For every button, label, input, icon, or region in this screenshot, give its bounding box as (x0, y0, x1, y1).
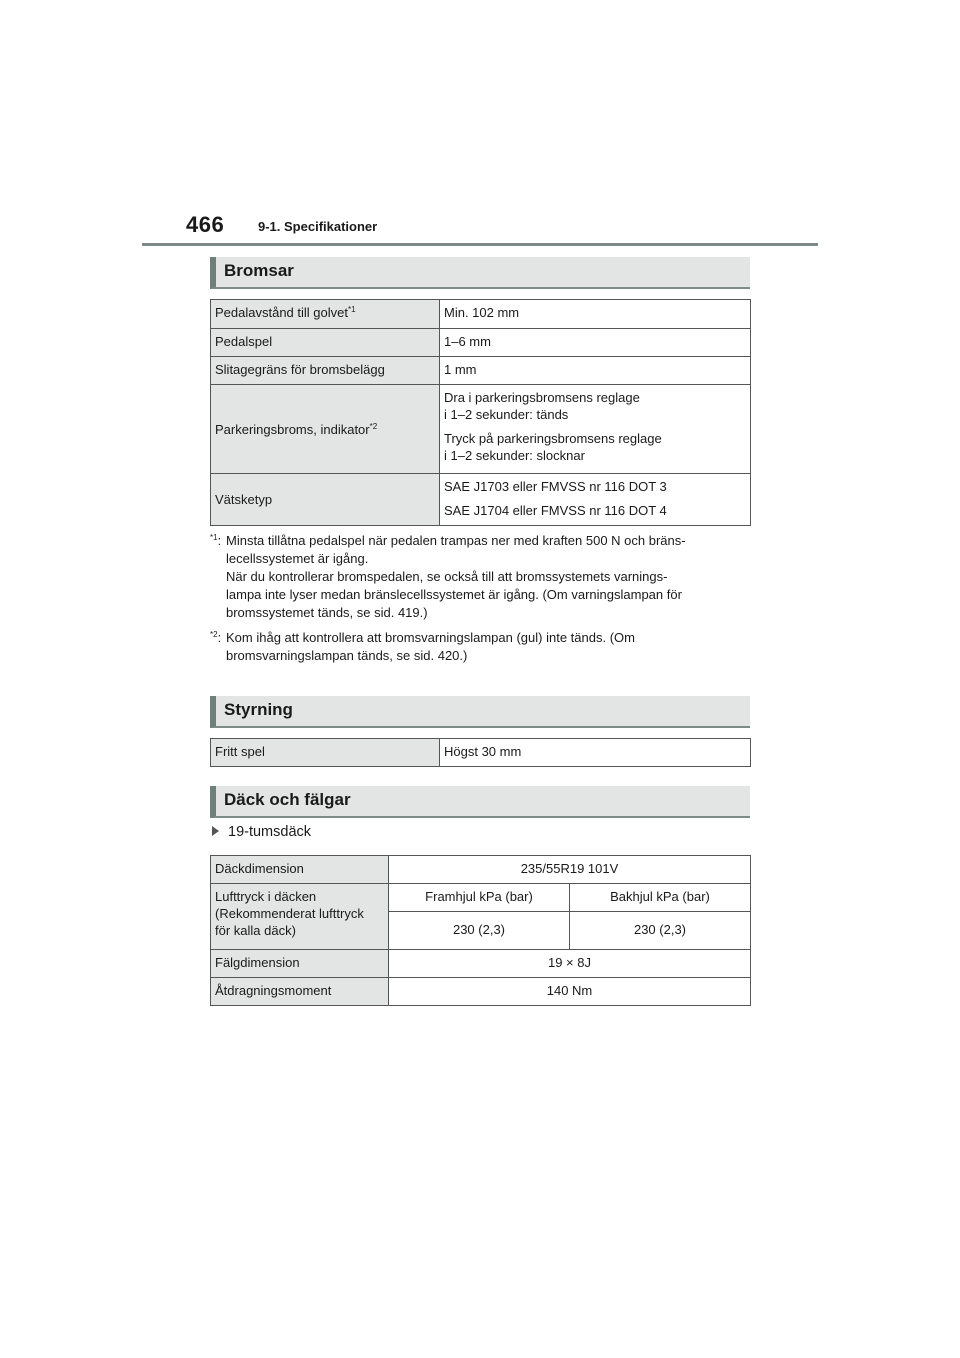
row-value: 19 × 8J (389, 950, 751, 978)
row-value: SAE J1703 eller FMVSS nr 116 DOT 3 SAE J1704 eller FMVSS nr 116 DOT 4 (440, 474, 751, 526)
footnote: $^{*1}$: Minsta tillåtna pedalspel när pedalen trampas ner med kraften 500 N och bräns- lecellssystemet är igång. När du kontrollerar bromspedalen, se också till att bromssystemets varnings- lampa inte lyser medan bränslecellssystemet är igång. (Om varningslampan för bromssystemet tänds, se sid. 419.) (210, 533, 686, 620)
table-row (211, 950, 751, 978)
footnote: $^{*2}$: Kom ihåg att kontrollera att bromsvarningslampan (gul) inte tänds. (Om bromsvarningslampan tänds, se sid. 420.) (210, 630, 635, 663)
rear-pressure-value: 230 (2,3) (570, 912, 751, 950)
column-header-rear: Bakhjul kPa (bar) (570, 884, 751, 912)
column-header-front: Framhjul kPa (bar) (389, 884, 570, 912)
table-row (211, 978, 751, 1006)
row-label: Pedalavstånd till golvet$^{*1}$ (211, 300, 440, 329)
row-value: Dra i parkeringsbromsens reglage i 1–2 sekunder: tänds Tryck på parkeringsbromsens reglage i 1–2 sekunder: slocknar (440, 385, 751, 474)
section-heading-tires: Däck och fälgar (210, 786, 750, 818)
table-row (211, 300, 751, 329)
page-number: 466 (186, 212, 225, 237)
table-row (211, 474, 751, 526)
table-row (211, 884, 751, 912)
table-row (211, 856, 751, 884)
row-label: Vätsketyp (211, 474, 440, 526)
header-rule (142, 243, 818, 246)
row-label: Fälgdimension (211, 950, 389, 978)
row-label: Lufttryck i däcken (Rekommenderat lufttryck för kalla däck) (211, 884, 389, 950)
row-value: 235/55R19 101V (389, 856, 751, 884)
front-pressure-value: 230 (2,3) (389, 912, 570, 950)
row-label: Pedalspel (211, 329, 440, 357)
row-label: Däckdimension (211, 856, 389, 884)
row-value: 140 Nm (389, 978, 751, 1006)
table-row (211, 329, 751, 357)
row-value: Min. 102 mm (440, 300, 751, 329)
row-label: Åtdragningsmoment (211, 978, 389, 1006)
section-heading-brakes: Bromsar (210, 257, 750, 289)
table-row (211, 357, 751, 385)
steering-table (210, 738, 751, 767)
table-row (211, 385, 751, 474)
row-label: Slitagegräns för bromsbelägg (211, 357, 440, 385)
chapter-title: 9-1. Specifikationer (258, 219, 378, 234)
triangle-bullet-icon (212, 826, 219, 836)
section-heading-steering: Styrning (210, 696, 750, 728)
tires-table (210, 855, 751, 1006)
footnotes (210, 532, 750, 672)
row-value: 1 mm (440, 357, 751, 385)
subheading-19-inch: 19-tumsdäck (212, 824, 311, 840)
row-label: Fritt spel (211, 739, 440, 767)
row-value: 1–6 mm (440, 329, 751, 357)
row-label: Parkeringsbroms, indikator$^{*2}$ (211, 385, 440, 474)
table-row (211, 739, 751, 767)
brakes-table (210, 299, 751, 526)
row-value: Högst 30 mm (440, 739, 751, 767)
